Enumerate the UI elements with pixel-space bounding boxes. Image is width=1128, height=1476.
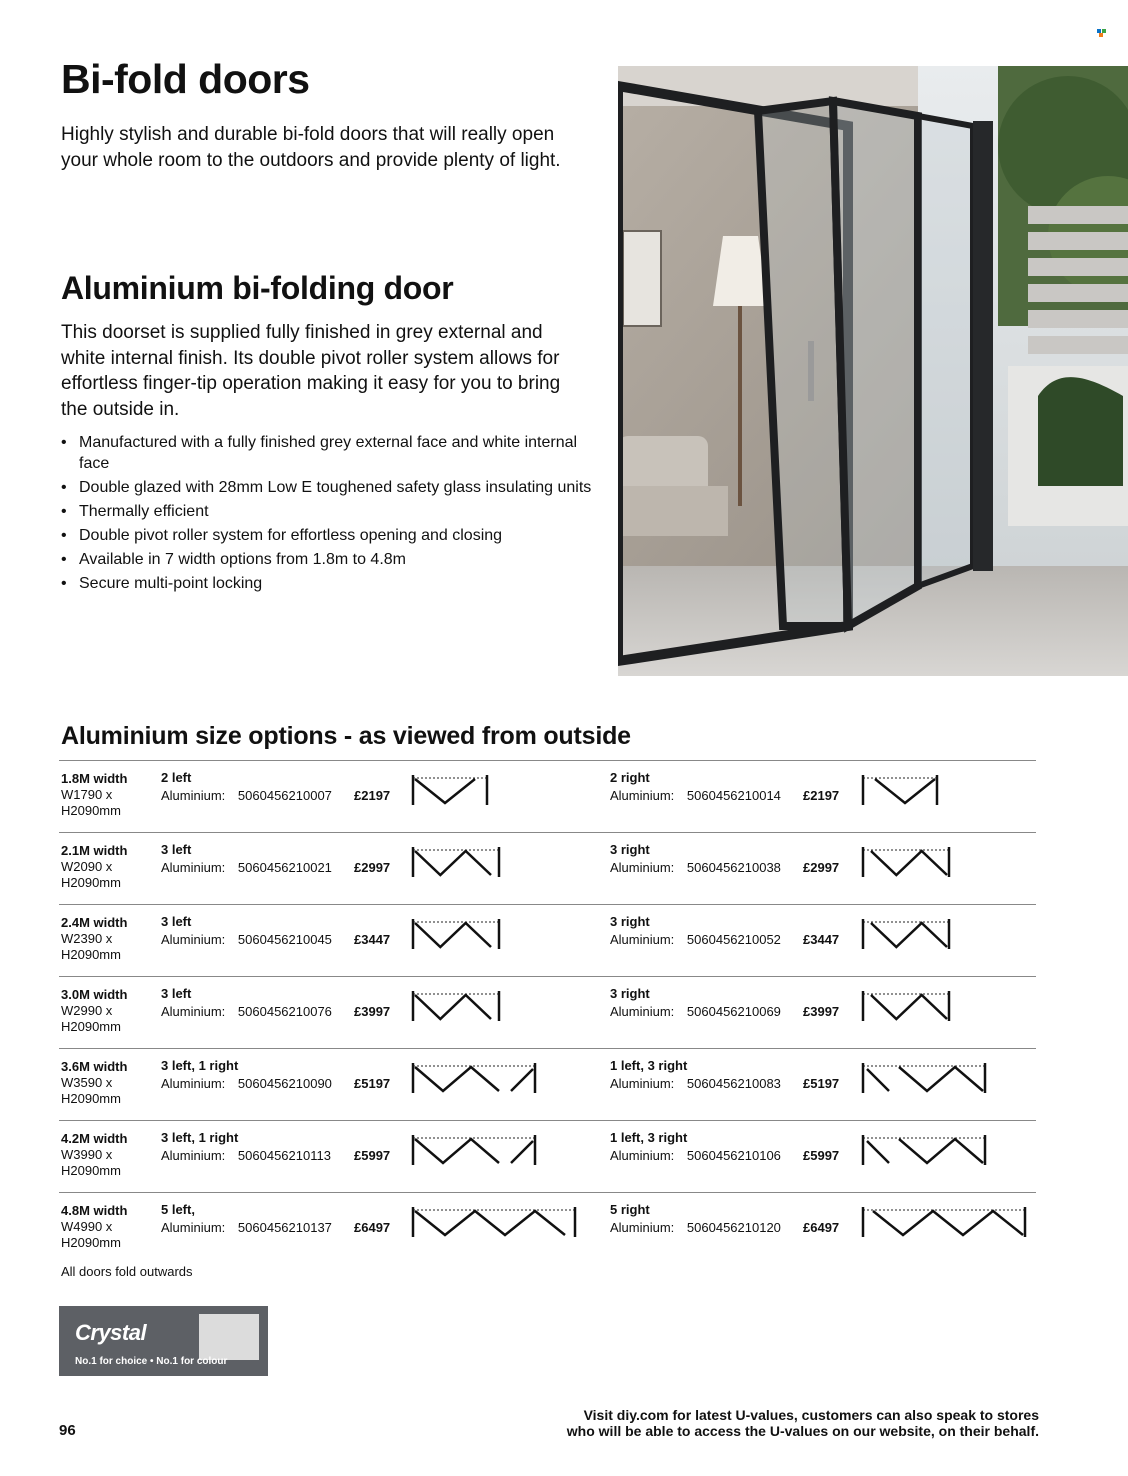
width-value: 4.2M width <box>61 1131 128 1146</box>
fold-diagram <box>409 845 505 879</box>
right-config <box>610 913 855 949</box>
price: £2997 <box>354 860 391 875</box>
height-dimension: H2090mm <box>61 1019 121 1034</box>
fold-diagram <box>409 773 493 807</box>
width-label <box>61 771 127 819</box>
intro-text: Highly stylish and durable bi-fold doors that will really open your whole room to the outdoors and provide plenty of light. <box>61 124 561 171</box>
config-name: 5 left, <box>161 1202 195 1217</box>
material-label: Aluminium: <box>610 932 675 947</box>
left-config <box>161 1057 406 1093</box>
width-dimension: W2990 x <box>61 1003 113 1018</box>
material-label: Aluminium: <box>610 1004 675 1019</box>
width-label <box>61 1059 127 1107</box>
fold-diagram <box>409 917 505 951</box>
left-config <box>161 1129 406 1165</box>
price: £3997 <box>803 1004 840 1019</box>
crystal-mark-icon <box>199 1314 259 1360</box>
feature-item: • Thermally efficient <box>61 501 601 522</box>
material-label: Aluminium: <box>161 1220 226 1235</box>
material-label: Aluminium: <box>610 1220 675 1235</box>
config-name: 2 right <box>610 770 650 785</box>
price: £2197 <box>354 788 391 803</box>
width-value: 2.1M width <box>61 843 128 858</box>
table-row <box>59 1192 1036 1264</box>
product-code: 5060456210038 <box>686 860 781 875</box>
table-row <box>59 904 1036 976</box>
table-row <box>59 832 1036 904</box>
product-code: 5060456210113 <box>237 1148 331 1163</box>
fold-diagram-wrap <box>859 773 943 812</box>
config-name: 3 left <box>161 842 192 857</box>
width-dimension: W2390 x <box>61 931 113 946</box>
price: £5997 <box>354 1148 391 1163</box>
product-description: This doorset is supplied fully finished in grey external and white internal finish. Its double pivot roller system allows for effortless finger-tip operation making it easy for you to bring the outside in. <box>61 322 561 420</box>
fold-diagram-wrap <box>859 989 955 1028</box>
config-name: 3 left <box>161 986 192 1001</box>
feature-item: • Double pivot roller system for effortless opening and closing <box>61 525 601 546</box>
feature-item: • Available in 7 width options from 1.8m to 4.8m <box>61 549 601 570</box>
fold-diagram <box>859 845 955 879</box>
fold-diagram <box>409 989 505 1023</box>
fold-diagram <box>859 1061 991 1095</box>
right-config <box>610 769 855 805</box>
config-name: 3 left, 1 right <box>161 1130 239 1145</box>
price: £2997 <box>803 860 840 875</box>
fold-diagram-wrap <box>409 989 505 1028</box>
fold-diagram <box>859 773 943 807</box>
crystal-logo <box>59 1306 268 1376</box>
visit-note <box>479 1407 1039 1439</box>
fold-diagram-wrap <box>859 1133 991 1172</box>
right-config <box>610 1057 855 1093</box>
config-name: 3 right <box>610 986 650 1001</box>
width-value: 2.4M width <box>61 915 128 930</box>
material-label: Aluminium: <box>161 788 226 803</box>
height-dimension: H2090mm <box>61 1235 121 1250</box>
right-config <box>610 1129 855 1165</box>
product-code: 5060456210076 <box>237 1004 332 1019</box>
height-dimension: H2090mm <box>61 875 121 890</box>
fold-diagram-wrap <box>409 1205 581 1244</box>
product-code: 5060456210045 <box>237 932 332 947</box>
price: £5997 <box>803 1148 840 1163</box>
product-code: 5060456210021 <box>237 860 332 875</box>
feature-list <box>61 432 601 597</box>
fold-diagram-wrap <box>409 1133 541 1172</box>
width-dimension: W1790 x <box>61 787 113 802</box>
price: £2197 <box>803 788 840 803</box>
brand-logo-icon <box>1097 29 1107 37</box>
config-name: 2 left <box>161 770 192 785</box>
size-options-table <box>59 760 1036 1264</box>
visit-note-line: who will be able to access the U-values on our website, on their behalf. <box>566 1423 1039 1439</box>
crystal-tagline: No.1 for choice • No.1 for colour <box>75 1356 228 1367</box>
left-config <box>161 913 406 949</box>
width-label <box>61 987 127 1035</box>
price: £6497 <box>354 1220 391 1235</box>
fold-diagram <box>409 1133 541 1167</box>
fold-diagram <box>409 1061 541 1095</box>
fold-diagram-wrap <box>859 917 955 956</box>
config-name: 3 left, 1 right <box>161 1058 239 1073</box>
fold-diagram-wrap <box>409 917 505 956</box>
product-code: 5060456210137 <box>237 1220 332 1235</box>
material-label: Aluminium: <box>610 860 675 875</box>
feature-item: • Manufactured with a fully finished grey external face and white internal face <box>61 432 601 474</box>
price: £3447 <box>354 932 391 947</box>
width-value: 3.6M width <box>61 1059 128 1074</box>
fold-diagram <box>859 1133 991 1167</box>
material-label: Aluminium: <box>161 1076 226 1091</box>
page-number: 96 <box>59 1422 76 1439</box>
price: £3997 <box>354 1004 391 1019</box>
fold-diagram-wrap <box>409 1061 541 1100</box>
product-code: 5060456210090 <box>237 1076 332 1091</box>
price: £5197 <box>803 1076 840 1091</box>
material-label: Aluminium: <box>161 1004 226 1019</box>
config-name: 3 right <box>610 842 650 857</box>
product-code: 5060456210083 <box>686 1076 781 1091</box>
price: £5197 <box>354 1076 391 1091</box>
product-code: 5060456210120 <box>686 1220 781 1235</box>
width-label <box>61 915 127 963</box>
width-label <box>61 843 127 891</box>
product-title: Aluminium bi-folding door <box>61 270 454 306</box>
material-label: Aluminium: <box>610 1148 675 1163</box>
table-row <box>59 1120 1036 1192</box>
fold-diagram <box>859 989 955 1023</box>
height-dimension: H2090mm <box>61 947 121 962</box>
fold-diagram-wrap <box>859 845 955 884</box>
table-row <box>59 1048 1036 1120</box>
footnote: All doors fold outwards <box>61 1264 193 1279</box>
price: £3447 <box>803 932 840 947</box>
fold-diagram-wrap <box>409 773 493 812</box>
width-value: 3.0M width <box>61 987 128 1002</box>
material-label: Aluminium: <box>610 1076 675 1091</box>
fold-diagram <box>859 917 955 951</box>
right-config <box>610 985 855 1021</box>
material-label: Aluminium: <box>610 788 675 803</box>
width-dimension: W4990 x <box>61 1219 113 1234</box>
width-label <box>61 1131 127 1179</box>
width-value: 1.8M width <box>61 771 128 786</box>
material-label: Aluminium: <box>161 860 226 875</box>
table-row <box>59 760 1036 832</box>
left-config <box>161 841 406 877</box>
width-dimension: W3990 x <box>61 1147 113 1162</box>
material-label: Aluminium: <box>161 932 226 947</box>
price: £6497 <box>803 1220 840 1235</box>
config-name: 5 right <box>610 1202 650 1217</box>
width-dimension: W2090 x <box>61 859 113 874</box>
left-config <box>161 1201 406 1237</box>
product-code: 5060456210106 <box>686 1148 781 1163</box>
table-title: Aluminium size options - as viewed from outside <box>61 722 631 750</box>
height-dimension: H2090mm <box>61 803 121 818</box>
fold-diagram <box>859 1205 1031 1239</box>
config-name: 3 right <box>610 914 650 929</box>
product-photo <box>618 66 1128 676</box>
width-label <box>61 1203 127 1251</box>
table-row <box>59 976 1036 1048</box>
product-code: 5060456210052 <box>686 932 781 947</box>
material-label: Aluminium: <box>161 1148 226 1163</box>
fold-diagram-wrap <box>409 845 505 884</box>
config-name: 1 left, 3 right <box>610 1058 688 1073</box>
right-config <box>610 841 855 877</box>
fold-diagram <box>409 1205 581 1239</box>
crystal-wordmark: Crystal <box>75 1320 147 1345</box>
feature-item: • Double glazed with 28mm Low E toughened safety glass insulating units <box>61 477 601 498</box>
width-dimension: W3590 x <box>61 1075 113 1090</box>
left-config <box>161 769 406 805</box>
product-code: 5060456210069 <box>686 1004 781 1019</box>
height-dimension: H2090mm <box>61 1163 121 1178</box>
product-code: 5060456210007 <box>237 788 332 803</box>
config-name: 3 left <box>161 914 192 929</box>
page-title: Bi-fold doors <box>61 56 310 102</box>
fold-diagram-wrap <box>859 1061 991 1100</box>
left-config <box>161 985 406 1021</box>
right-config <box>610 1201 855 1237</box>
width-value: 4.8M width <box>61 1203 128 1218</box>
product-code: 5060456210014 <box>686 788 781 803</box>
height-dimension: H2090mm <box>61 1091 121 1106</box>
config-name: 1 left, 3 right <box>610 1130 688 1145</box>
fold-diagram-wrap <box>859 1205 1031 1244</box>
feature-item: • Secure multi-point locking <box>61 573 601 594</box>
visit-note-line: Visit diy.com for latest U-values, customers can also speak to stores <box>583 1407 1039 1423</box>
